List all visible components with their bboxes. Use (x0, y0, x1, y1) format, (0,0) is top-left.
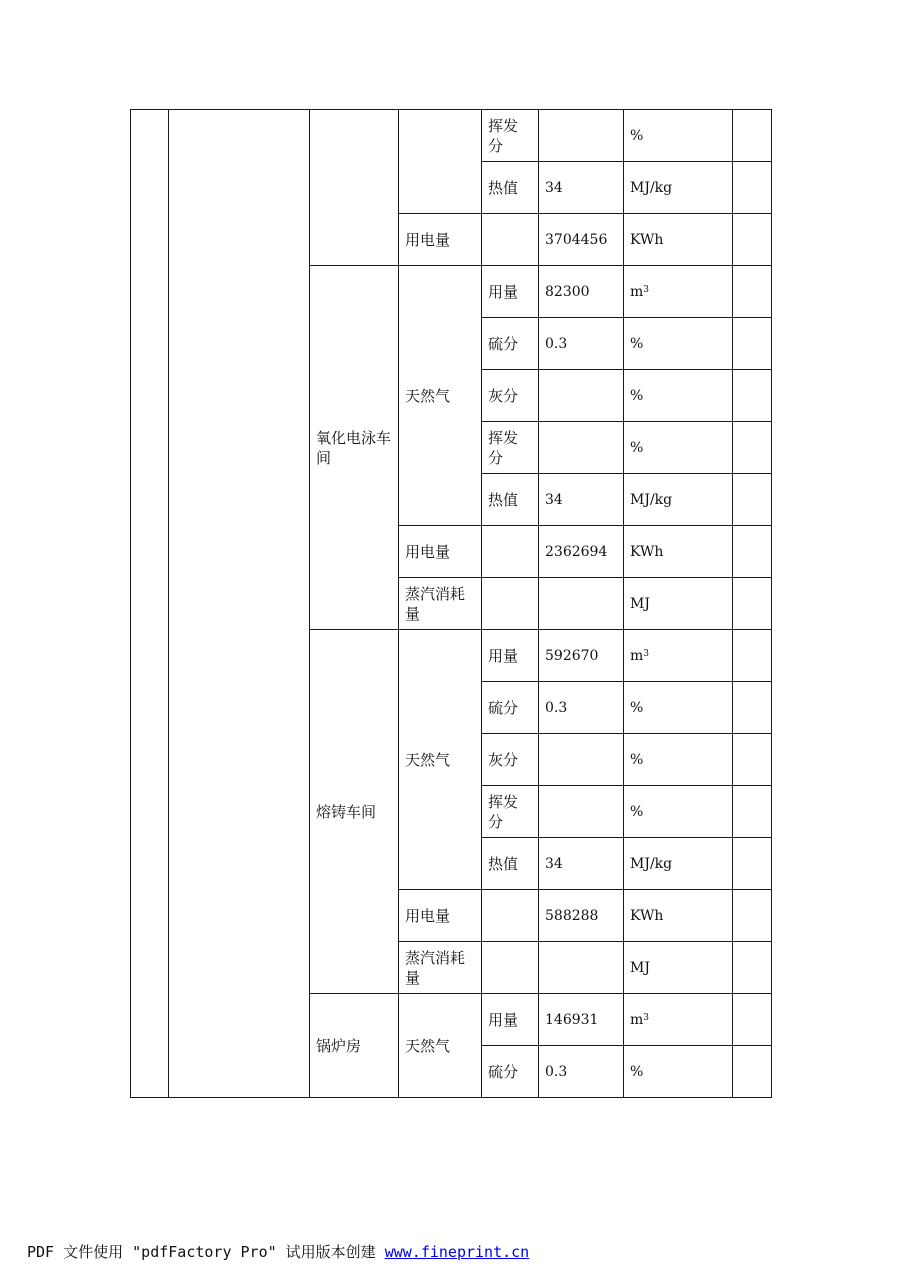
index-cell (131, 110, 169, 1098)
value-cell: 34 (539, 474, 624, 526)
unit-base: m (630, 1011, 644, 1028)
remark-cell (733, 422, 772, 474)
remark-cell (733, 630, 772, 682)
remark-cell (733, 890, 772, 942)
unit-cell: KWh (624, 890, 733, 942)
item-cell: 用量 (482, 630, 539, 682)
energy-consumption-table (130, 109, 772, 1098)
item-cell: 用量 (482, 994, 539, 1046)
remark-cell (733, 942, 772, 994)
value-cell: 0.3 (539, 682, 624, 734)
unit-cell (624, 630, 733, 682)
remark-cell (733, 110, 772, 162)
unit-cell: % (624, 110, 733, 162)
value-cell: 34 (539, 838, 624, 890)
remark-cell (733, 734, 772, 786)
unit-cell: % (624, 1046, 733, 1098)
value-cell (539, 370, 624, 422)
value-cell: 2362694 (539, 526, 624, 578)
workshop-cell: 熔铸车间 (310, 630, 399, 994)
workshop-cell: 锅炉房 (310, 994, 399, 1098)
item-cell: 灰分 (482, 734, 539, 786)
unit-cell (624, 994, 733, 1046)
item-cell: 热值 (482, 162, 539, 214)
unit-cell: MJ/kg (624, 838, 733, 890)
energy-type-cell: 蒸汽消耗量 (399, 578, 482, 630)
unit-cell: MJ/kg (624, 474, 733, 526)
item-cell: 挥发分 (482, 110, 539, 162)
energy-type-cell: 天然气 (399, 994, 482, 1098)
value-cell: 0.3 (539, 1046, 624, 1098)
item-cell: 挥发分 (482, 422, 539, 474)
remark-cell (733, 162, 772, 214)
item-cell: 硫分 (482, 1046, 539, 1098)
item-cell (482, 526, 539, 578)
unit-base: m (630, 283, 644, 300)
value-cell: 3704456 (539, 214, 624, 266)
value-cell (539, 786, 624, 838)
value-cell (539, 422, 624, 474)
value-cell: 592670 (539, 630, 624, 682)
unit-cell: MJ/kg (624, 162, 733, 214)
remark-cell (733, 318, 772, 370)
remark-cell (733, 370, 772, 422)
value-cell (539, 942, 624, 994)
unit-cell: % (624, 734, 733, 786)
value-cell (539, 110, 624, 162)
item-cell: 热值 (482, 838, 539, 890)
energy-type-cell: 天然气 (399, 266, 482, 526)
value-cell: 588288 (539, 890, 624, 942)
unit-cell: KWh (624, 526, 733, 578)
fineprint-link[interactable]: www.fineprint.cn (384, 1243, 530, 1261)
unit-cell: MJ (624, 942, 733, 994)
item-cell (482, 214, 539, 266)
unit-cell: % (624, 422, 733, 474)
remark-cell (733, 474, 772, 526)
remark-cell (733, 682, 772, 734)
value-cell: 34 (539, 162, 624, 214)
unit-superscript: 3 (643, 1012, 650, 1023)
table-row (131, 110, 772, 162)
value-cell: 146931 (539, 994, 624, 1046)
workshop-cell (310, 110, 399, 266)
value-cell: 0.3 (539, 318, 624, 370)
remark-cell (733, 526, 772, 578)
category-cell (169, 110, 310, 1098)
energy-type-cell: 用电量 (399, 526, 482, 578)
unit-cell: KWh (624, 214, 733, 266)
energy-type-cell: 用电量 (399, 890, 482, 942)
remark-cell (733, 266, 772, 318)
item-cell: 热值 (482, 474, 539, 526)
remark-cell (733, 838, 772, 890)
remark-cell (733, 994, 772, 1046)
value-cell (539, 734, 624, 786)
item-cell: 挥发分 (482, 786, 539, 838)
footer-text: PDF 文件使用 "pdfFactory Pro" 试用版本创建 (27, 1243, 385, 1261)
remark-cell (733, 1046, 772, 1098)
energy-type-cell: 蒸汽消耗量 (399, 942, 482, 994)
item-cell: 用量 (482, 266, 539, 318)
unit-base: m (630, 647, 644, 664)
item-cell: 硫分 (482, 682, 539, 734)
pdf-watermark-footer (27, 1241, 529, 1262)
item-cell (482, 942, 539, 994)
item-cell (482, 890, 539, 942)
unit-cell: % (624, 682, 733, 734)
unit-cell: % (624, 318, 733, 370)
energy-type-cell: 天然气 (399, 630, 482, 890)
energy-type-cell: 用电量 (399, 214, 482, 266)
unit-cell (624, 266, 733, 318)
remark-cell (733, 578, 772, 630)
workshop-cell: 氧化电泳车间 (310, 266, 399, 630)
unit-superscript: 3 (643, 648, 650, 659)
unit-cell: MJ (624, 578, 733, 630)
remark-cell (733, 786, 772, 838)
remark-cell (733, 214, 772, 266)
item-cell: 硫分 (482, 318, 539, 370)
energy-type-cell (399, 110, 482, 214)
value-cell (539, 578, 624, 630)
value-cell: 82300 (539, 266, 624, 318)
item-cell (482, 578, 539, 630)
unit-cell: % (624, 370, 733, 422)
item-cell: 灰分 (482, 370, 539, 422)
unit-cell: % (624, 786, 733, 838)
unit-superscript: 3 (643, 284, 650, 295)
